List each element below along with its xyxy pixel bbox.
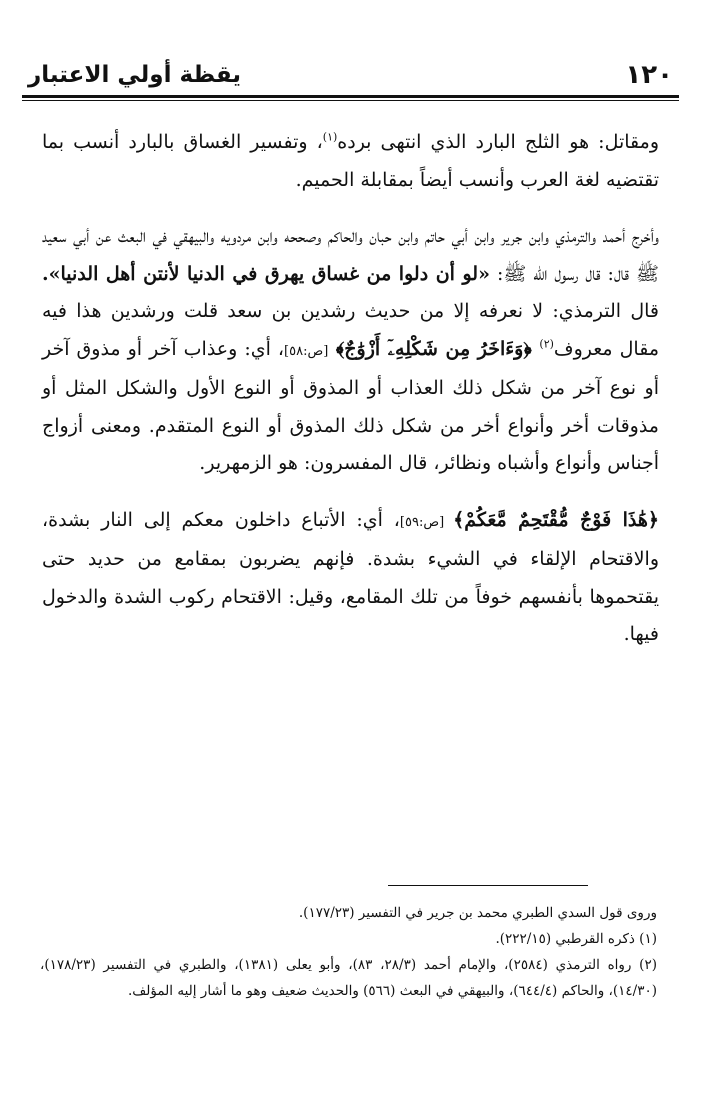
paragraph-1-text-a: ومقاتل: هو الثلج البارد الذي انتهى برده [337, 131, 660, 153]
main-text [42, 124, 659, 654]
header-rule-thin [22, 100, 679, 101]
footnote-ref-2: (٢) [539, 337, 554, 351]
footnote-separator [388, 885, 588, 886]
paragraph-2-text-c: ، أي: وعذاب آخر أو مذوق آخر أو نوع آخر من شكل ذلك العذاب أو المذوق أو النوع الأول والشكل المثل أو مذوقات أخر وأنواع أخر من شكل ذلك المذوق أو النوع المتقدم. ومعنى أزواج أجناس وأنواع وأشباه ونظائر، قال المفسرون: هو الزمهرير. [42, 337, 659, 474]
paragraph-1-text-b: ، وتفسير الغساق بالبارد أنسب بما تقتضيه لغة العرب وأنسب أيضاً بمقابلة الحميم. [42, 131, 659, 191]
footnote-carryover: وروى قول السدي الطبري محمد بن جرير في التفسير (١٧٧/٢٣). [298, 905, 657, 921]
quran-verse-1: ﴿وَءَاخَرُ مِن شَكْلِهِۦٓ أَزْوَٰجٌ﴾ [328, 337, 540, 360]
verse-reference-2: [ص:٥٩] [399, 514, 454, 530]
paragraph-1 [42, 124, 659, 199]
running-title: يقظة أولي الاعتبار [28, 62, 242, 88]
footnote-ref-1: (١) [322, 130, 338, 144]
paragraph-3-text: ، أي: الأتباع داخلون معكم إلى النار بشدة، والاقتحام الإلقاء في الشيء بشدة. فإنهم يضربون بمقامع من حديد حتى يقتحموها بأنفسهم خوفاً من تلك المقامع، وقيل: الاقتحام ركوب الشدة والدخول فيها. [42, 508, 659, 645]
paragraph-2-text-a: وأخرج أحمد والترمذي وابن جرير وابن أبي حاتم وابن حبان والحاكم وصححه وابن مردويه والبيهقي في البعث عن أبي سعيد ﷺ قال: قال رسول الله ﷺ: [42, 225, 659, 285]
page-header [22, 58, 679, 98]
page-number: ١٢٠ [625, 60, 673, 90]
footnotes [40, 900, 657, 1004]
verse-reference-1: [ص:٥٨] [284, 343, 329, 359]
hadith-text: «لو أن دلوا من غساق يهرق في الدنيا لأنتن أهل الدنيا». [42, 262, 490, 285]
paragraph-2 [42, 218, 659, 483]
footnote-1: (١) ذكره القرطبي (٢٢٢/١٥). [495, 931, 657, 947]
footnote-2: (٢) رواه الترمذي (٢٥٨٤)، والإمام أحمد (٢٨/٣، ٨٣)، وأبو يعلى (١٣٨١)، والطبري في التفسير (١٧٨/٢٣)، (١٤/٣٠)، والحاكم (٦٤٤/٤)، والبيهقي في البعث (٥٦٦) والحديث ضعيف وهو ما أشار إليه المؤلف. [40, 957, 657, 999]
header-rule-thick [22, 95, 679, 98]
paragraph-3 [42, 502, 659, 654]
paragraph-2-text-b: قال الترمذي: لا نعرفه إلا من حديث رشدين بن سعد قلت ورشدين هذا فيه مقال معروف [42, 300, 660, 360]
quran-verse-2: ﴿هَٰذَا فَوْجٌ مُّقْتَحِمٌ مَّعَكُمْ﴾ [453, 508, 659, 531]
